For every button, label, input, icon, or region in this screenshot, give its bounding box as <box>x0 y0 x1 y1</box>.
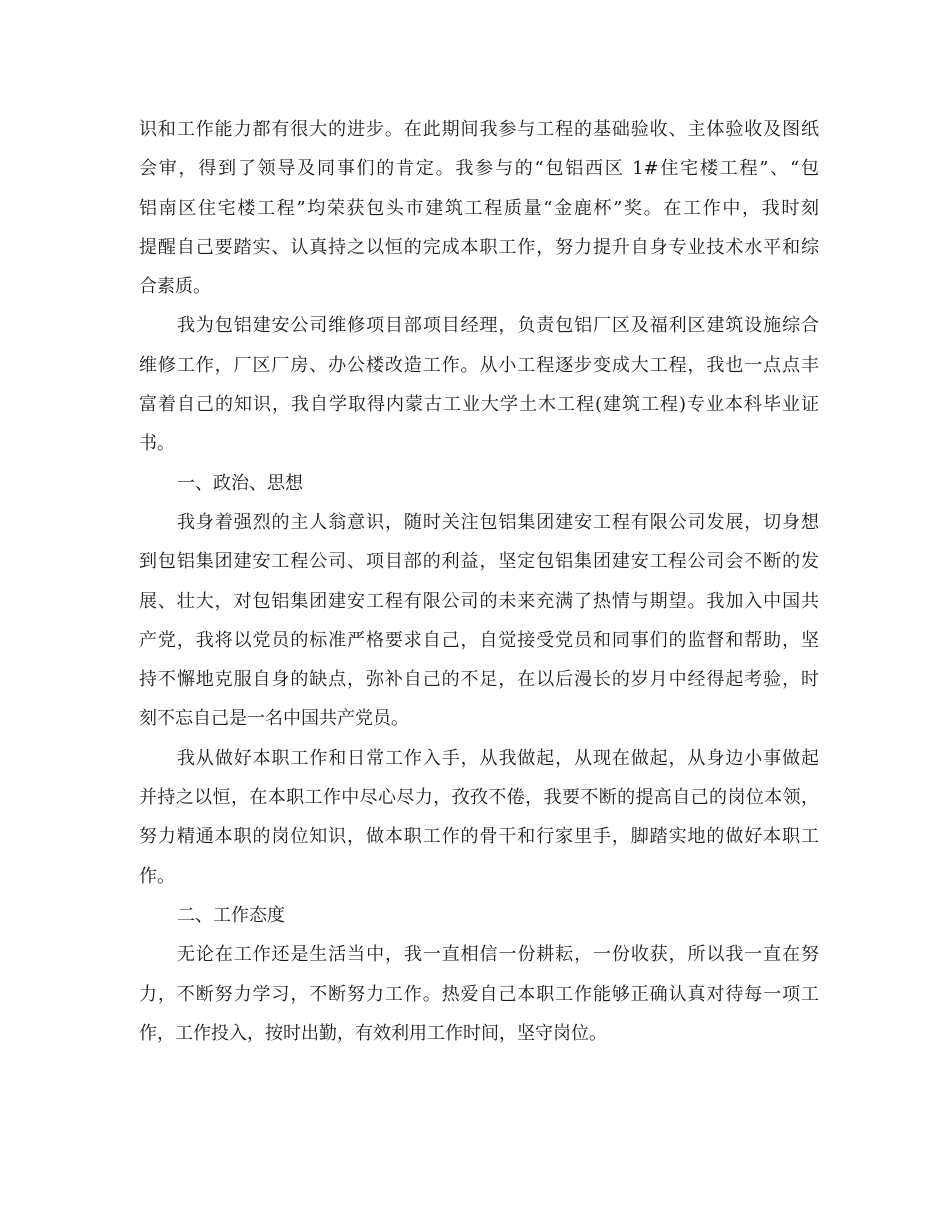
text-line: 我为包铝建安公司维修项目部项目经理，负责包铝厂区及福利区建筑设施综合 <box>177 315 819 337</box>
document-body <box>139 110 819 1053</box>
text-line: 合素质。 <box>139 276 211 298</box>
text-line: 展、壮大，对包铝集团建安工程有限公司的未来充满了热情与期望。我加入中国共 <box>139 590 819 612</box>
text-line: 刻不忘自己是一名中国共产党员。 <box>139 708 409 730</box>
text-line: 力，不断努力学习，不断努力工作。热爱自己本职工作能够正确认真对待每一项工 <box>139 983 819 1005</box>
text-line: 提醒自己要踏实、认真持之以恒的完成本职工作，努力提升自身专业技术水平和综 <box>139 236 819 258</box>
text-line: 富着自己的知识，我自学取得内蒙古工业大学土木工程(建筑工程)专业本科毕业证 <box>139 394 819 416</box>
text-line: 产党，我将以党员的标准严格要求自己，自觉接受党员和同事们的监督和帮助，坚 <box>139 629 819 651</box>
text-line: 铝南区住宅楼工程”均荣获包头市建筑工程质量“金鹿杯”奖。在工作中，我时刻 <box>139 197 819 219</box>
text-line: 识和工作能力都有很大的进步。在此期间我参与工程的基础验收、主体验收及图纸 <box>139 119 819 140</box>
text-line: 无论在工作还是生活当中，我一直相信一份耕耘，一份收获，所以我一直在努 <box>177 944 819 966</box>
text-line: 书。 <box>139 433 175 455</box>
text-line: 我从做好本职工作和日常工作入手，从我做起，从现在做起，从身边小事做起 <box>177 747 819 769</box>
text-line: 并持之以恒，在本职工作中尽心尽力，孜孜不倦，我要不断的提高自己的岗位本领， <box>139 787 819 809</box>
section-heading-attitude: 二、工作态度 <box>177 904 285 926</box>
text-line: 努力精通本职的岗位知识，做本职工作的骨干和行家里手，脚踏实地的做好本职工 <box>139 826 819 848</box>
section-heading-politics: 一、政治、思想 <box>177 472 303 494</box>
text-line: 维修工作，厂区厂房、办公楼改造工作。从小工程逐步变成大工程，我也一点点丰 <box>139 354 819 376</box>
text-line: 到包铝集团建安工程公司、项目部的利益，坚定包铝集团建安工程公司会不断的发 <box>139 551 819 573</box>
text-line: 作，工作投入，按时出勤，有效利用工作时间，坚守岗位。 <box>139 1022 607 1044</box>
text-line: 持不懈地克服自身的缺点，弥补自己的不足，在以后漫长的岁月中经得起考验，时 <box>139 669 819 691</box>
text-line: 我身着强烈的主人翁意识，随时关注包铝集团建安工程有限公司发展，切身想 <box>177 511 819 533</box>
text-line: 会审，得到了领导及同事们的肯定。我参与的“包铝西区 1#住宅楼工程”、“包 <box>139 158 819 180</box>
text-line: 作。 <box>139 865 175 887</box>
